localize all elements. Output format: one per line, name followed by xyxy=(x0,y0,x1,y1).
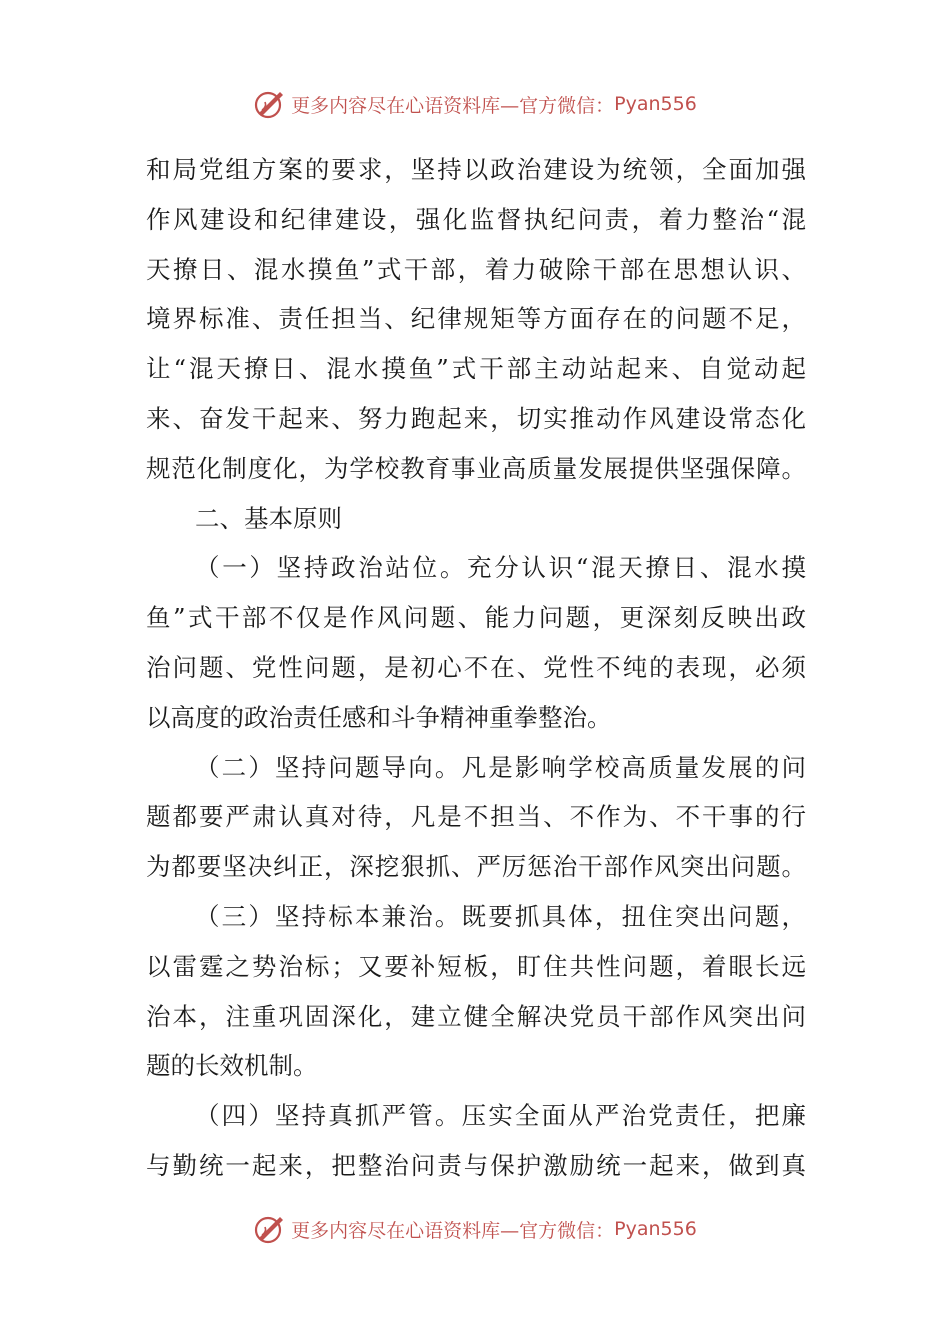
text-line: 来、奋发干起来、努力跑起来，切实推动作风建设常态化 xyxy=(146,403,806,433)
text-line: 以雷霆之势治标；又要补短板，盯住共性问题，着眼长远 xyxy=(146,951,806,981)
text-line: 治问题、党性问题，是初心不在、党性不纯的表现，必须 xyxy=(146,652,806,682)
pen-logo-icon xyxy=(253,1212,287,1246)
text-line: 规范化制度化，为学校教育事业高质量发展提供坚强保障。 xyxy=(146,453,806,483)
text-line: （一）坚持政治站位。充分认识“混天撩日、混水摸 xyxy=(195,553,806,583)
watermark-text: 更多内容尽在心语资料库—官方微信： xyxy=(291,1219,615,1242)
text-line: 题都要严肃认真对待，凡是不担当、不作为、不干事的行 xyxy=(146,802,806,832)
text-line: 天撩日、混水摸鱼”式干部，着力破除干部在思想认识、 xyxy=(146,254,806,284)
text-line: 和局党组方案的要求，坚持以政治建设为统领，全面加强 xyxy=(146,155,806,184)
text-line: （二）坚持问题导向。凡是影响学校高质量发展的问 xyxy=(195,752,806,782)
watermark-wechat-id: Pyan556 xyxy=(614,93,697,115)
text-line: 治本，注重巩固深化，建立健全解决党员干部作风突出问 xyxy=(146,1001,806,1031)
watermark-wechat-id: Pyan556 xyxy=(614,1218,697,1240)
watermark-text: 更多内容尽在心语资料库—官方微信： xyxy=(291,94,615,117)
section-heading: 二、基本原则 xyxy=(195,503,342,533)
text-line: （三）坚持标本兼治。既要抓具体，扭住突出问题， xyxy=(195,901,806,931)
text-line: 鱼”式干部不仅是作风问题、能力问题，更深刻反映出政 xyxy=(146,603,806,633)
document-body xyxy=(146,145,806,1191)
text-line: 作风建设和纪律建设，强化监督执纪问责，着力整治“混 xyxy=(146,204,806,234)
text-line: 让“混天撩日、混水摸鱼”式干部主动站起来、自觉动起 xyxy=(146,354,806,384)
text-line: 题的长效机制。 xyxy=(146,1051,318,1081)
pen-logo-icon xyxy=(253,87,287,121)
text-line: （四）坚持真抓严管。压实全面从严治党责任，把廉 xyxy=(195,1101,806,1131)
text-line: 与勤统一起来，把整治问责与保护激励统一起来，做到真 xyxy=(146,1150,806,1180)
header-watermark xyxy=(0,84,950,124)
footer-watermark xyxy=(0,1209,950,1249)
text-line: 以高度的政治责任感和斗争精神重拳整治。 xyxy=(146,702,612,732)
text-line: 境界标准、责任担当、纪律规矩等方面存在的问题不足， xyxy=(146,304,806,334)
text-line: 为都要坚决纠正，深挖狠抓、严厉惩治干部作风突出问题。 xyxy=(146,852,806,882)
